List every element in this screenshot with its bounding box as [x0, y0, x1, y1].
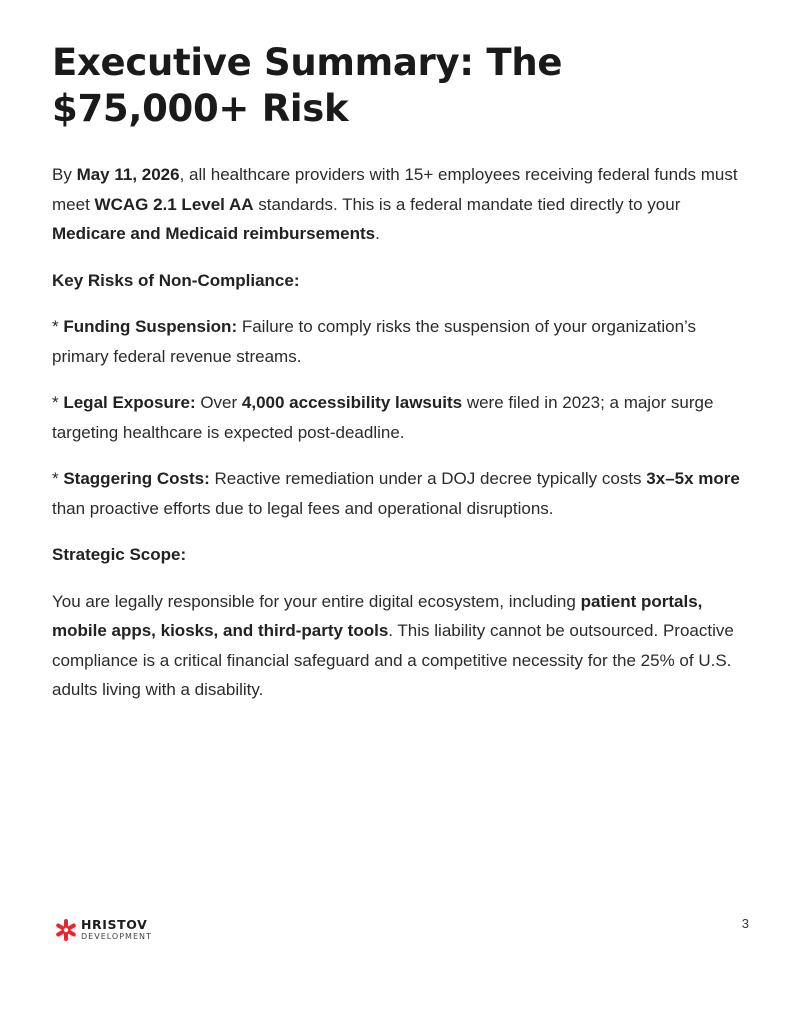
scope-heading-text: Strategic Scope: [52, 545, 187, 564]
risk-bullet: * [52, 317, 64, 336]
scope-paragraph [52, 587, 752, 705]
deadline-date: May 11, 2026 [76, 165, 180, 184]
risk-text: Reactive remediation under a DOJ decree typically costs [209, 469, 647, 488]
intro-text-2: , all healthcare providers with 15+ employees receiving federal funds must meet [52, 165, 738, 214]
intro-paragraph [52, 160, 752, 249]
scope-heading [52, 540, 752, 570]
risk-text: Over [195, 393, 242, 412]
scope-text-2: . This liability cannot be outsourced. Proactive compliance is a critical financial safeguard and a competitive necessity for the 25% of U.S. adults living with a disability. [52, 621, 734, 699]
risks-heading-text: Key Risks of Non-Compliance: [52, 270, 300, 290]
reimbursements-emphasis: Medicare and Medicaid reimbursements [52, 224, 376, 243]
risk-label: Funding Suspension: [63, 317, 238, 336]
risk-label: Legal Exposure: [63, 393, 196, 412]
risk-bullet: * [52, 393, 64, 412]
lawsuits-emphasis: 4,000 accessibility lawsuits [241, 393, 463, 412]
risk-item-costs [52, 464, 752, 523]
company-logo [54, 918, 152, 942]
intro-text-4: . [375, 224, 380, 243]
risk-text: than proactive efforts due to legal fees and operational disruptions. [52, 498, 554, 518]
logo-wordmark [81, 916, 152, 942]
intro-text-1: By [52, 165, 77, 184]
logo-subtitle: DEVELOPMENT [81, 932, 152, 942]
scope-text-1: You are legally responsible for your entire digital ecosystem, including [52, 591, 581, 611]
risks-heading [52, 266, 752, 296]
risk-label: Staggering Costs: [63, 469, 210, 488]
wcag-standard: WCAG 2.1 Level AA [94, 194, 254, 214]
logo-name: HRISTOV [81, 916, 148, 932]
asterisk-logo-icon [54, 918, 78, 942]
risk-item-funding [52, 312, 752, 371]
risk-text: Failure to comply risks the suspension of your organization’s primary federal revenue streams. [52, 317, 697, 366]
main-content [52, 160, 752, 722]
page-title: Executive Summary: The $75,000+ Risk [52, 41, 563, 130]
page-number: 3 [741, 916, 749, 931]
risk-text: were filed in 2023; a major surge targeting healthcare is expected post-deadline. [52, 393, 714, 442]
risk-item-legal [52, 388, 752, 447]
intro-text-3: standards. This is a federal mandate tied directly to your [253, 194, 681, 214]
scope-emphasis: patient portals, mobile apps, kiosks, and third-party tools [52, 591, 703, 640]
risk-bullet: * [52, 469, 64, 488]
cost-multiplier-emphasis: 3x–5x more [646, 469, 740, 488]
